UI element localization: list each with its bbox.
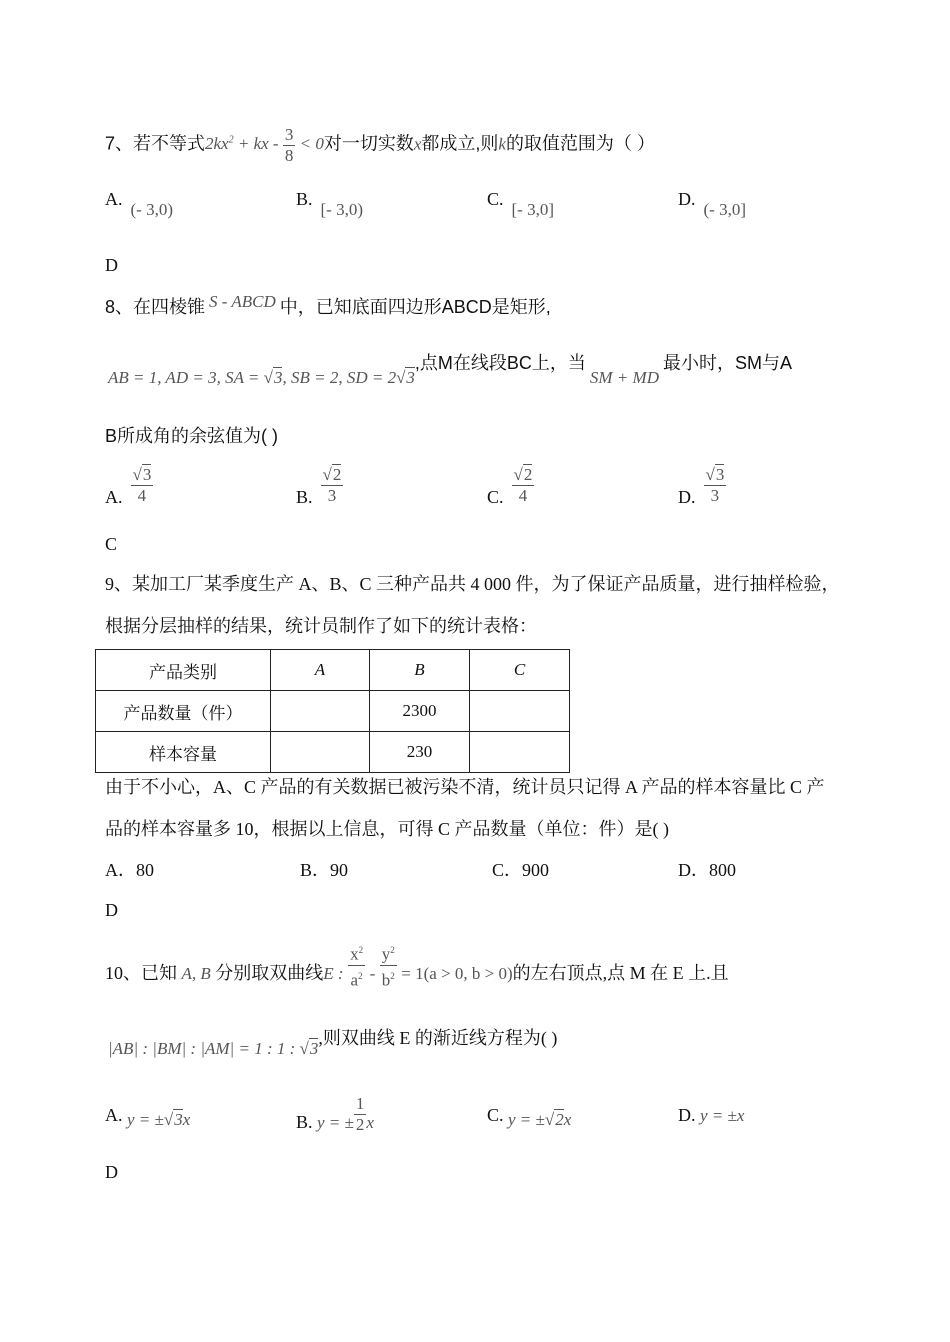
q7-option-c-label: C. (487, 189, 504, 209)
q9-row1-c (470, 691, 570, 732)
q10-prefix: 10、已知 (105, 963, 177, 984)
q7-option-c (487, 188, 554, 219)
q8-line1-suffix: 中，已知底面四边形ABCD是矩形, (279, 297, 551, 317)
q8-option-a-den: 4 (137, 486, 147, 505)
q10-option-b-post: x (366, 1112, 374, 1132)
q8-sqrt-b: 3 (406, 368, 415, 387)
q9-line1: 9、某加工厂某季度生产 A、B、C 三种产品共 4 000 件，为了保证产品质量，进行抽样检验， (105, 574, 840, 594)
q7-stem (105, 125, 655, 166)
q9-option-d-value: 800 (709, 860, 736, 880)
q10-y: y (381, 944, 391, 964)
q9-row1-b: 2300 (370, 691, 470, 732)
q7-answer: D (105, 255, 118, 275)
q8-option-b-label: B. (296, 486, 313, 507)
q10-mid: 分别取双曲线 (215, 963, 324, 984)
q10-option-a-post: x (182, 1110, 191, 1129)
q8-stem-line3: B所成角的余弦值为( ) (105, 426, 278, 446)
q7-mid2: 都成立,则 (421, 133, 499, 154)
q10-option-c-label: C. (487, 1105, 504, 1125)
q9-row1-a (271, 691, 370, 732)
q7-sup: 2 (228, 134, 234, 146)
q10-stem-line2: |AB| : |BM| : |AM| = 1 : 1 : √3,则双曲线 E 的渐近线方程为( ) (108, 1028, 558, 1058)
q8-option-c-label: C. (487, 486, 504, 507)
q8-sqrt-a: 3 (273, 368, 283, 387)
q9-option-b-label: B． (300, 860, 331, 880)
q8-option-b-num: 2 (332, 465, 342, 484)
q9-option-c-value: 900 (522, 860, 550, 880)
q10-minus: - (369, 964, 376, 984)
q10-ratio-sqrt: 3 (309, 1039, 319, 1058)
q10-option-a: A. y = ±√3x (105, 1105, 191, 1129)
q8-stem-line2: AB = 1, AD = 3, SA = √3, SB = 2, SD = 2√3,点M在线段BC上，当SM + MD最小时，SM与A (108, 353, 793, 387)
q9-header-c: C (470, 650, 570, 691)
q10-option-a-label: A. (105, 1105, 123, 1125)
q7-var-k: k (498, 134, 506, 154)
q8-conditions: AB = 1, AD = 3, SA = (108, 368, 264, 387)
q10-line1-suffix: 的左右顶点,点 M 在 E 上.且 (512, 963, 729, 984)
q9-answer: D (105, 900, 118, 920)
q10-option-b-label: B. (296, 1111, 313, 1132)
q8-option-a: A. $\frac{√3}{4}$ (105, 465, 152, 507)
q10-option-b-pre: y = ± (317, 1112, 354, 1132)
q10-option-a-sqrt: 3 (174, 1110, 183, 1129)
q10-e-label: E : (323, 964, 344, 984)
q10-option-b-num: 1 (355, 1094, 365, 1113)
q8-option-c-den: 4 (518, 486, 528, 505)
q8-option-a-label: A. (105, 486, 123, 507)
q8-option-d-label: D. (678, 486, 696, 507)
q9-row2-label: 样本容量 (96, 732, 271, 773)
q9-option-a-value: 80 (136, 860, 154, 880)
q9-option-c-label: C． (492, 860, 523, 880)
q8-option-d: D. $\frac{√3}{3}$ (678, 465, 725, 507)
q9-option-d (678, 859, 736, 881)
q10-eq-tail: = 1(a > 0, b > 0) (401, 964, 513, 984)
q9-header-b: B (370, 650, 470, 691)
q9-option-b (300, 859, 348, 881)
q9-header-a: A (271, 650, 370, 691)
q7-option-d (678, 188, 746, 219)
q10-option-c-post: x (563, 1110, 572, 1129)
q9-header-category: 产品类别 (96, 650, 271, 691)
q7-frac-den: 8 (284, 146, 294, 165)
q8-conditions-b: , SB = 2, SD = 2 (282, 368, 397, 387)
q7-option-a-label: A. (105, 189, 123, 209)
q7-option-b-label: B. (296, 189, 313, 209)
q10-a: a (350, 970, 359, 990)
q9-row2-c (470, 732, 570, 773)
q8-option-a-num: 3 (142, 465, 152, 484)
q8-option-d-num: 3 (715, 465, 725, 484)
q7-option-d-label: D. (678, 189, 696, 209)
q8-line2-mid: ,点M在线段BC上，当 (414, 353, 586, 373)
q7-prefix: 7、若不等式 (105, 133, 206, 154)
q10-ab: A, B (181, 964, 211, 984)
q10-y-sq: 2 (390, 945, 395, 955)
q7-option-a (105, 188, 173, 219)
q10-answer: D (105, 1162, 118, 1182)
q8-option-b-den: 3 (327, 486, 337, 505)
q8-answer: C (105, 534, 118, 554)
q10-ratio: |AB| : |BM| : |AM| = 1 : 1 : (108, 1039, 300, 1058)
q7-option-c-value: [- 3,0] (511, 200, 554, 219)
q10-option-c-sqrt: 2 (555, 1110, 564, 1129)
q7-frac-num: 3 (284, 125, 294, 144)
q7-mid1: 对一切实数 (323, 133, 414, 154)
q9-row1-label: 产品数量（件） (96, 691, 271, 732)
q9-option-d-label: D． (678, 860, 709, 880)
q7-option-a-value: (- 3,0) (130, 200, 173, 219)
q7-suffix: 的取值范围为（ ） (505, 133, 655, 154)
q10-a-sq: 2 (358, 970, 363, 981)
q9-row2-a (271, 732, 370, 773)
q10-x: x (350, 944, 359, 964)
q10-option-d (678, 1104, 744, 1127)
q9-table (95, 649, 570, 773)
q10-option-d-pre: y = ±x (700, 1106, 745, 1125)
q9-line4: 品的样本容量多 10，根据以上信息，可得 C 产品数量（单位：件）是( ) (105, 819, 669, 839)
q9-line2: 根据分层抽样的结果，统计员制作了如下的统计表格： (105, 616, 537, 636)
table-row (96, 691, 570, 732)
q8-pyramid: S - ABCD (209, 292, 276, 311)
q9-line3: 由于不小心，A、C 产品的有关数据已被污染不清，统计员只记得 A 产品的样本容量比 C 产 (105, 777, 825, 797)
q10-option-b-den: 2 (355, 1115, 365, 1134)
q8-option-b: B. $\frac{√2}{3}$ (296, 465, 342, 507)
q9-option-a (105, 859, 154, 881)
q10-stem-line1 (105, 940, 729, 990)
q7-option-b-value: [- 3,0) (320, 200, 363, 219)
q8-prefix: 8、在四棱锥 (105, 297, 206, 317)
q7-option-b (296, 188, 363, 219)
q7-option-d-value: (- 3,0] (703, 200, 746, 219)
q10-x-sq: 2 (358, 945, 364, 955)
q8-option-c: C. $\frac{√2}{4}$ (487, 465, 533, 507)
q8-line2-suffix: 最小时，SM与A (663, 353, 793, 373)
q10-b-sq: 2 (390, 970, 395, 981)
q9-row2-b: 230 (370, 732, 470, 773)
q7-expr-c: < 0 (299, 134, 324, 154)
q7-expr-b: + kx - (237, 134, 279, 154)
q10-option-c-pre: y = ± (508, 1110, 545, 1129)
q10-option-c: C. y = ±√2x (487, 1105, 572, 1129)
q7-expr-a: 2kx (205, 134, 229, 154)
q8-stem-line1 (105, 292, 551, 319)
q7-var-x: x (413, 134, 422, 154)
q8-option-c-num: 2 (523, 465, 533, 484)
q10-option-a-pre: y = ± (127, 1110, 164, 1129)
q9-option-a-label: A． (105, 860, 136, 880)
table-row (96, 732, 570, 773)
q10-option-b (296, 1094, 374, 1135)
q8-sum-expr: SM + MD (589, 368, 659, 387)
q8-option-d-den: 3 (710, 486, 720, 505)
q10-b: b (381, 970, 391, 990)
q9-option-c (492, 859, 549, 881)
table-row (96, 650, 570, 691)
q9-option-b-value: 90 (330, 860, 349, 880)
q10-option-d-label: D. (678, 1105, 696, 1125)
q10-line2-suffix: ,则双曲线 E 的渐近线方程为( ) (318, 1028, 558, 1048)
